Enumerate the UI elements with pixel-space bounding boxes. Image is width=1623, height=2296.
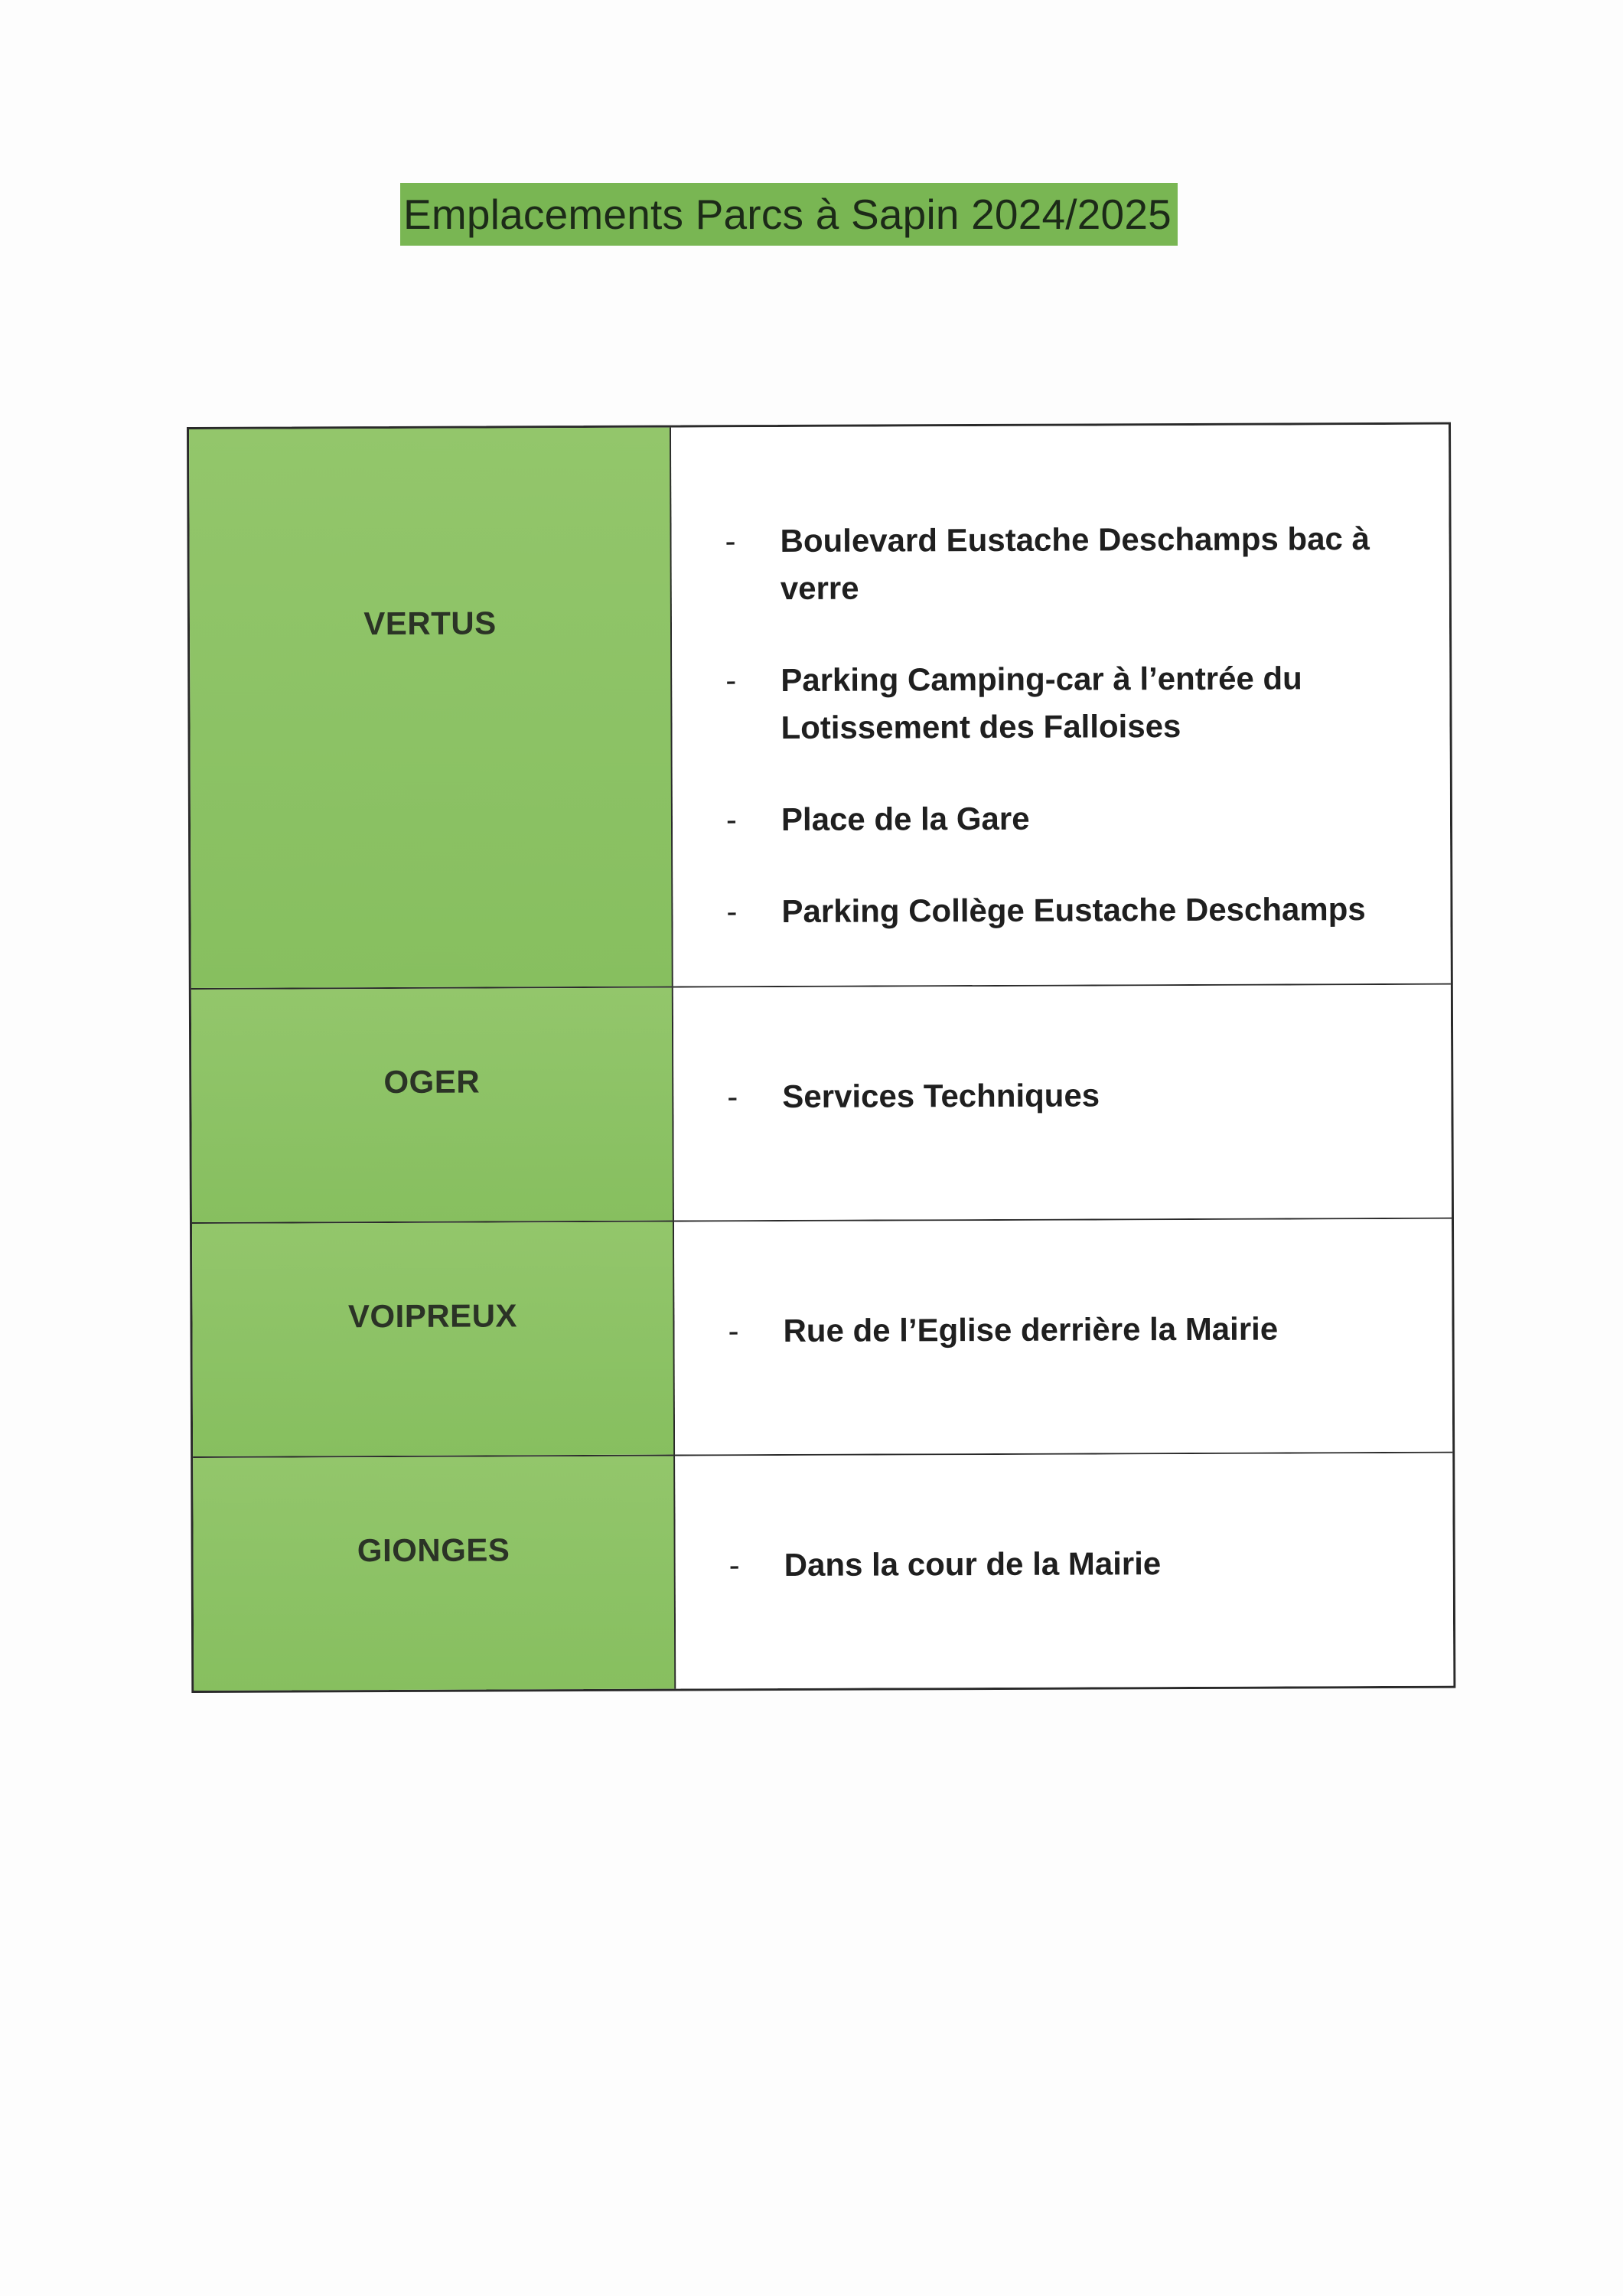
list-item [727, 1071, 1405, 1120]
list-item [725, 654, 1403, 752]
locations-table [187, 422, 1455, 1693]
list-item [726, 885, 1404, 935]
town-name: GIONGES [357, 1531, 510, 1569]
locations-cell [673, 985, 1452, 1221]
location-text: Boulevard Eustache Deschamps bac à verre [780, 520, 1370, 607]
table-row [193, 1452, 1453, 1691]
location-text: Place de la Gare [781, 800, 1030, 838]
location-text: Services Techniques [782, 1077, 1100, 1115]
location-text: Parking Collège Eustache Deschamps [781, 891, 1366, 930]
list-dash: - [725, 662, 737, 699]
location-text: Rue de l’Eglise derrière la Mairie [783, 1310, 1279, 1349]
town-name: VOIPREUX [347, 1297, 518, 1335]
list-item [726, 794, 1404, 843]
list-dash: - [727, 1078, 738, 1115]
town-cell [191, 988, 674, 1222]
locations-cell [675, 1453, 1453, 1689]
list-item [725, 515, 1403, 612]
list-dash: - [726, 893, 738, 930]
locations-cell [671, 425, 1451, 987]
list-dash: - [725, 523, 736, 559]
list-item [729, 1539, 1407, 1589]
town-cell [193, 1456, 676, 1691]
list-item [728, 1305, 1406, 1355]
location-text: Parking Camping-car à l’entrée du Lotissement des Falloises [781, 660, 1302, 746]
town-cell [189, 428, 673, 988]
list-dash: - [725, 801, 738, 838]
town-name: VERTUS [363, 605, 497, 642]
table-row [192, 1218, 1452, 1456]
list-dash: - [728, 1547, 740, 1583]
list-dash: - [728, 1313, 739, 1349]
table-row [189, 425, 1451, 988]
town-cell [192, 1222, 675, 1456]
location-text: Dans la cour de la Mairie [784, 1545, 1162, 1583]
document-title: Emplacements Parcs à Sapin 2024/2025 [400, 183, 1178, 246]
locations-cell [674, 1219, 1452, 1455]
table-row [191, 983, 1452, 1222]
town-name: OGER [383, 1063, 481, 1101]
